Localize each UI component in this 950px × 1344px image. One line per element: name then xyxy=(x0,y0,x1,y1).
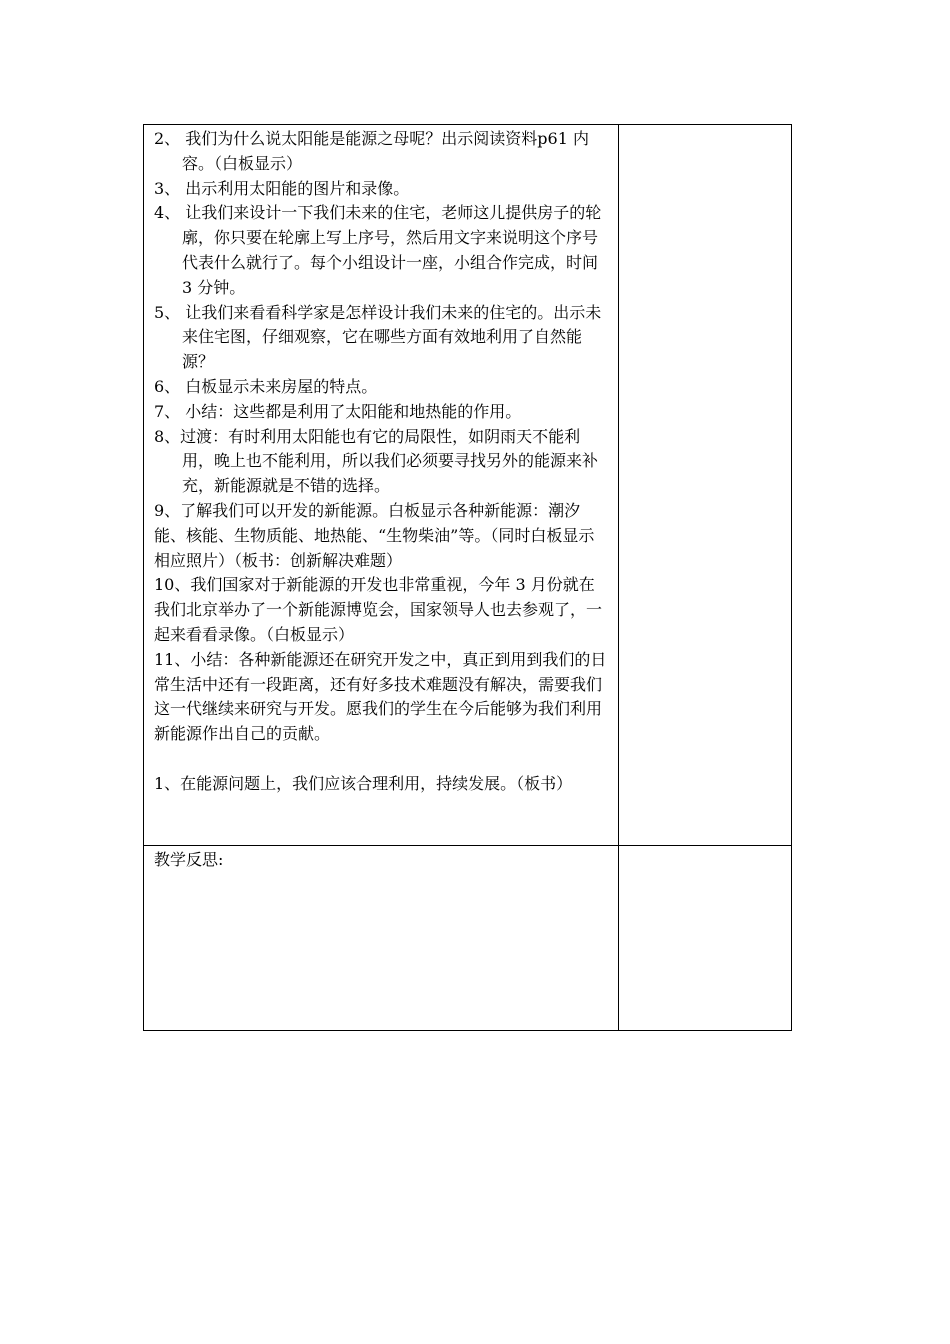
notes-column-cell xyxy=(619,125,792,846)
lesson-step: 7、 小结：这些都是利用了太阳能和地热能的作用。 xyxy=(154,401,522,421)
lesson-step: 9、了解我们可以开发的新能源。白板显示各种新能源：潮汐能、核能、生物质能、地热能、“生物柴油”等。（同时白板显示相应照片）（板书：创新解决难题） xyxy=(154,500,595,570)
reflection-cell xyxy=(144,846,619,1031)
blank-line xyxy=(154,747,609,772)
reflection-label: 教学反思: xyxy=(154,850,224,869)
conclusion-text: 1、在能源问题上，我们应该合理利用，持续发展。（板书） xyxy=(154,773,573,793)
teaching-process-row xyxy=(144,125,792,846)
teaching-process-cell xyxy=(144,125,619,846)
reflection-notes-cell xyxy=(619,846,792,1031)
lesson-step: 5、 让我们来看看科学家是怎样设计我们未来的住宅的。出示未来住宅图，仔细观察，它在哪些方面有效地利用了自然能源？ xyxy=(154,302,602,372)
lesson-plan-table xyxy=(143,124,792,1031)
lesson-step: 10、我们国家对于新能源的开发也非常重视，今年 3 月份就在我们北京举办了一个新能源博览会，国家领导人也去参观了，一起来看看录像。（白板显示） xyxy=(154,575,603,644)
lesson-step: 3、 出示利用太阳能的图片和录像。 xyxy=(154,178,410,198)
lesson-step: 4、 让我们来设计一下我们未来的住宅，老师这儿提供房子的轮廓，你只要在轮廓上写上序号，然后用文字来说明这个序号代表什么就行了。每个小组设计一座，小组合作完成，时间 3 分钟。 xyxy=(154,203,602,297)
lesson-steps-list xyxy=(154,127,609,747)
lesson-step: 11、小结：各种新能源还在研究开发之中，真正到用到我们的日常生活中还有一段距离，还有好多技术难题没有解决，需要我们这一代继续来研究与开发。愿我们的学生在今后能够为我们利用新能源作出自己的贡献。 xyxy=(154,649,607,744)
reflection-row xyxy=(144,846,792,1031)
lesson-step: 8、过渡：有时利用太阳能也有它的局限性，如阴雨天不能利用，晚上也不能利用，所以我们必须要寻找另外的能源来补充，新能源就是不错的选择。 xyxy=(154,426,599,496)
lesson-step: 6、 白板显示未来房屋的特点。 xyxy=(154,376,378,396)
lesson-step: 2、 我们为什么说太阳能是能源之母呢？出示阅读资料p61 内容。（白板显示） xyxy=(154,129,589,173)
